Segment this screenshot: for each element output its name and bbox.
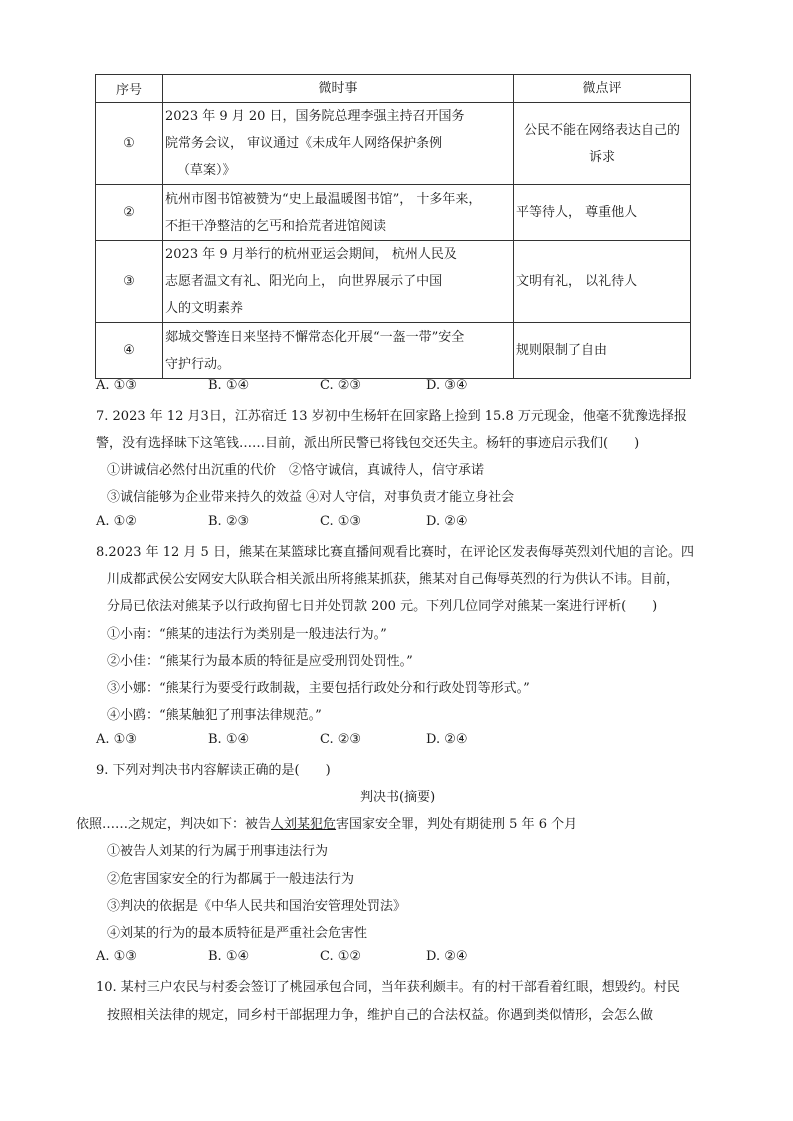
option-c: C. ②③	[320, 732, 362, 747]
comment-line: 规则限制了自由	[516, 343, 608, 358]
option-d: D. ②④	[426, 732, 468, 747]
option-a: A. ①③	[96, 378, 137, 393]
excerpt-underlined-text: 人刘某犯危	[271, 817, 337, 832]
table-row	[96, 103, 691, 185]
question-stem: 分局已依法对熊某予以行政拘留七日并处罚款 200 元。下列几位同学对熊某一案进行评析( )	[107, 599, 658, 614]
table-row	[96, 241, 691, 323]
event-line: （草案）》	[177, 163, 236, 178]
option-b: B. ①④	[208, 732, 250, 747]
option-d: D. ②④	[426, 514, 468, 529]
question-item: ③判决的依据是《中华人民共和国治安管理处罚法》	[107, 899, 407, 914]
table-row	[96, 185, 691, 241]
comment-line: 文明有礼， 以礼待人	[516, 274, 638, 289]
document-excerpt	[76, 813, 577, 832]
comment-cell	[514, 103, 691, 185]
event-cell	[163, 103, 514, 185]
question-item: ①讲诚信必然付出沉重的代价 ②恪守诚信，真诚待人，信守承诺	[107, 463, 485, 478]
comment-cell	[514, 323, 691, 379]
option-d: D. ③④	[426, 378, 468, 393]
comment-line: 平等待人， 尊重他人	[516, 205, 638, 220]
question-stem: 川成都武侯公安网安大队联合相关派出所将熊某抓获，熊某对自己侮辱英烈的行为供认不讳。目前，	[107, 572, 680, 587]
question-item: ②小佳：“熊某行为最本质的特征是应受刑罚处罚性。”	[107, 654, 413, 669]
table-row	[96, 323, 691, 379]
question-stem: 10. 某村三户农民与村委会签订了桃园承包合同，当年获利颇丰。有的村干部看着红眼，想毁约。村民	[96, 980, 680, 995]
option-c: C. ①③	[320, 514, 362, 529]
question-item: ③小娜：“熊某行为要受行政制裁，主要包括行政处分和行政处罚等形式。”	[107, 681, 530, 696]
option-c: C. ②③	[320, 378, 362, 393]
table-header-row	[96, 75, 691, 103]
option-a: A. ①②	[96, 514, 137, 529]
question-item: ②危害国家安全的行为都属于一般违法行为	[107, 872, 355, 887]
event-line: 不拒干净整洁的乞丐和拾荒者进馆阅读	[165, 218, 387, 234]
question-item: ④刘某的行为的最本质特征是严重社会危害性	[107, 926, 368, 941]
question-stem: 9. 下列对判决书内容解读正确的是( )	[96, 763, 331, 778]
row-number: ②	[96, 185, 163, 241]
question-item: ④小鸥：“熊某触犯了刑事法律规范。”	[107, 708, 322, 723]
event-cell	[163, 185, 514, 241]
row-number: ③	[96, 241, 163, 323]
event-line: 郯城交警连日来坚持不懈常态化开展“一盔一带”安全	[165, 329, 465, 345]
header-event: 微时事	[163, 75, 514, 103]
option-a: A. ①③	[96, 732, 137, 747]
question-stem: 按照相关法律的规定，同乡村干部据理力争，维护自己的合法权益。你遇到类似情形，会怎么做	[107, 1008, 654, 1023]
row-number: ④	[96, 323, 163, 379]
event-cell	[163, 323, 514, 379]
question-item: ①被告人刘某的行为属于刑事违法行为	[107, 844, 329, 859]
event-cell	[163, 241, 514, 323]
event-line: 院常务会议， 审议通过《未成年人网络保护条例	[165, 136, 443, 151]
row-number: ①	[96, 103, 163, 185]
event-line: 2023 年 9 月 20 日，国务院总理李强主持召开国务	[165, 109, 465, 124]
event-line: 人的文明素养	[165, 301, 244, 316]
option-b: B. ①④	[208, 949, 250, 964]
question-item: ③诚信能够为企业带来持久的效益 ④对人守信，对事负责才能立身社会	[107, 490, 515, 505]
news-table	[95, 74, 691, 379]
event-line: 守护行动。	[165, 356, 231, 372]
question-stem: 警，没有选择昧下这笔钱……目前，派出所民警已将钱包交还失主。杨轩的事迹启示我们( )	[96, 436, 640, 451]
excerpt-text: 依照……之规定，判决如下：被告	[76, 817, 272, 832]
header-comment: 微点评	[514, 75, 691, 103]
event-line: 2023 年 9 月举行的杭州亚运会期间， 杭州人民及	[165, 247, 457, 262]
option-c: C. ①②	[320, 949, 362, 964]
option-a: A. ①③	[96, 949, 137, 964]
comment-line: 公民不能在网络表达自己的	[523, 122, 680, 138]
excerpt-text: 害国家安全罪，判处有期徒刑 5 年 6 个月	[336, 817, 578, 832]
event-line: 杭州市图书馆被赞为“史上最温暖图书馆”， 十多年来，	[165, 191, 482, 207]
question-item: ①小南：“熊某的违法行为类别是一般违法行为。”	[107, 627, 387, 642]
question-stem: 8.2023 年 12 月 5 日，熊某在某篮球比赛直播间观看比赛时，在评论区发表侮辱英烈刘代旭的言论。四	[96, 545, 694, 560]
question-stem: 7. 2023 年 12 月3日，江苏宿迁 13 岁初中生杨轩在回家路上捡到 15.8 万元现金，他毫不犹豫选择报	[96, 409, 687, 424]
option-d: D. ②④	[426, 949, 468, 964]
comment-cell	[514, 241, 691, 323]
comment-cell	[514, 185, 691, 241]
comment-line: 诉求	[588, 149, 615, 165]
option-b: B. ①④	[208, 378, 250, 393]
document-title: 判决书(摘要)	[360, 790, 436, 805]
option-b: B. ②③	[208, 514, 250, 529]
header-no: 序号	[96, 75, 163, 103]
event-line: 志愿者温文有礼、阳光向上， 向世界展示了中国	[165, 274, 443, 289]
